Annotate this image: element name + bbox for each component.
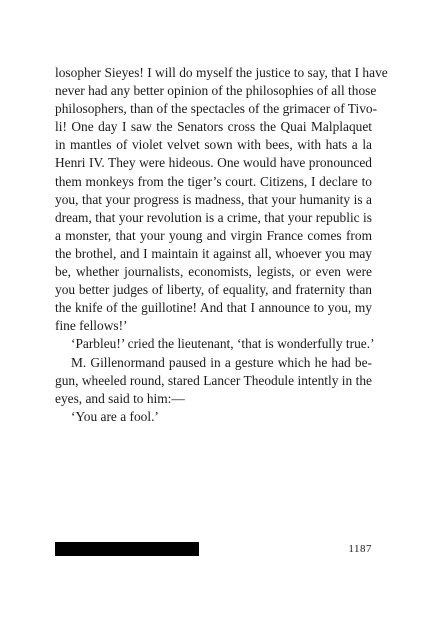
text-line: li! One day I saw the Senators cross the Quai Malplaquet — [55, 119, 372, 135]
text-line: them monkeys from the tiger’s court. Citizens, I declare to — [55, 173, 372, 189]
text-line: dream, that your revolution is a crime, that your republic is — [55, 209, 372, 225]
redaction-bar — [55, 542, 199, 556]
page-number: 1187 — [348, 543, 372, 555]
text-line: losopher Sieyes! I will do myself the justice to say, that I have — [55, 65, 388, 80]
text-line: the knife of the guillotine! And that I announce to you, my — [55, 300, 372, 316]
text-line: philosophers, than of the spectacles of the grimacer of Tivo- — [55, 101, 378, 117]
text-line: in mantles of violet velvet sown with bees, with hats a la — [55, 137, 372, 153]
text-line: ‘You are a fool.’ — [71, 408, 159, 424]
text-line: M. Gillenormand paused in a gesture which he had be- — [71, 354, 372, 370]
text-line: fine fellows!’ — [55, 318, 128, 334]
page-body — [55, 64, 388, 426]
text-line: be, whether journalists, economists, legists, or even were — [55, 264, 372, 280]
text-line: gun, wheeled round, stared Lancer Theodule intently in the — [55, 372, 372, 388]
text-line: the brothel, and I maintain it against all, whoever you may — [55, 245, 372, 261]
text-line: Henri IV. They were hideous. One would have pronounced — [55, 155, 372, 171]
text-line: you, that your progress is madness, that your humanity is a — [55, 191, 372, 207]
text-line: never had any better opinion of the philosophies of all those — [55, 83, 377, 99]
text-line: you better judges of liberty, of equality, and fraternity than — [55, 282, 372, 298]
text-line: ‘Parbleu!’ cried the lieutenant, ‘that is wonderfully true.’ — [71, 336, 375, 352]
text-line: eyes, and said to him:— — [55, 390, 185, 406]
text-line: a monster, that your young and virgin France comes from — [55, 227, 372, 243]
